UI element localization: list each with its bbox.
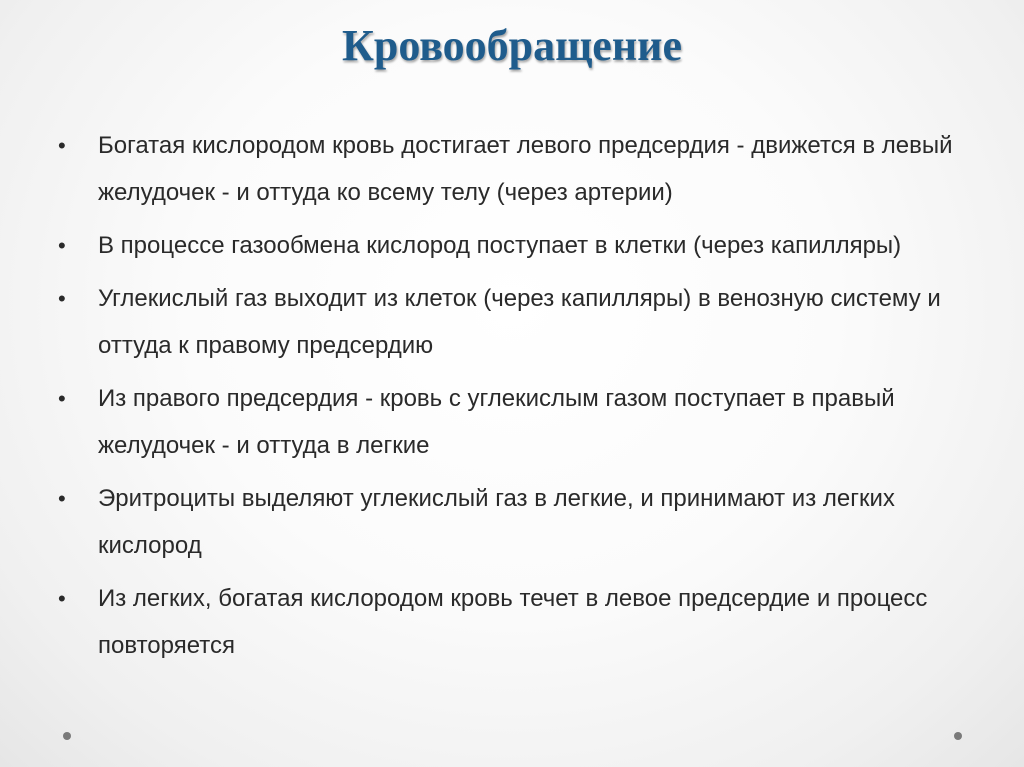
bullet-dot-icon: • [58,286,66,311]
bullet-text: Углекислый газ выходит из клеток (через капилляры) в венозную систему и оттуда к правому предсердию [98,285,941,359]
bullet-dot-icon: • [58,133,66,158]
bullet-dot-icon: • [58,386,66,411]
bullet-item [58,475,958,569]
bullet-text: Эритроциты выделяют углекислый газ в легкие, и принимают из легких кислород [98,485,895,559]
bullet-item [58,275,958,369]
bullet-item [58,222,958,269]
bullet-dot-icon: • [58,233,66,258]
corner-dot-right-icon [954,732,962,740]
bullet-text: Из правого предсердия - кровь с углекислым газом поступает в правый желудочек - и оттуда в легкие [98,385,895,459]
bullet-dot-icon: • [58,486,66,511]
bullet-dot-icon: • [58,586,66,611]
bullet-text: В процессе газообмена кислород поступает в клетки (через капилляры) [98,232,902,259]
slide-title: Кровообращение [341,21,683,70]
bullet-item [58,122,958,216]
bullet-item [58,575,958,669]
bullet-item [58,375,958,469]
corner-dot-left-icon [63,732,71,740]
bullet-text: Из легких, богатая кислородом кровь течет в левое предсердие и процесс повторяется [98,585,928,659]
bullet-list [58,122,958,675]
bullet-text: Богатая кислородом кровь достигает левого предсердия - движется в левый желудочек - и оттуда ко всему телу (через артерии) [98,132,953,206]
